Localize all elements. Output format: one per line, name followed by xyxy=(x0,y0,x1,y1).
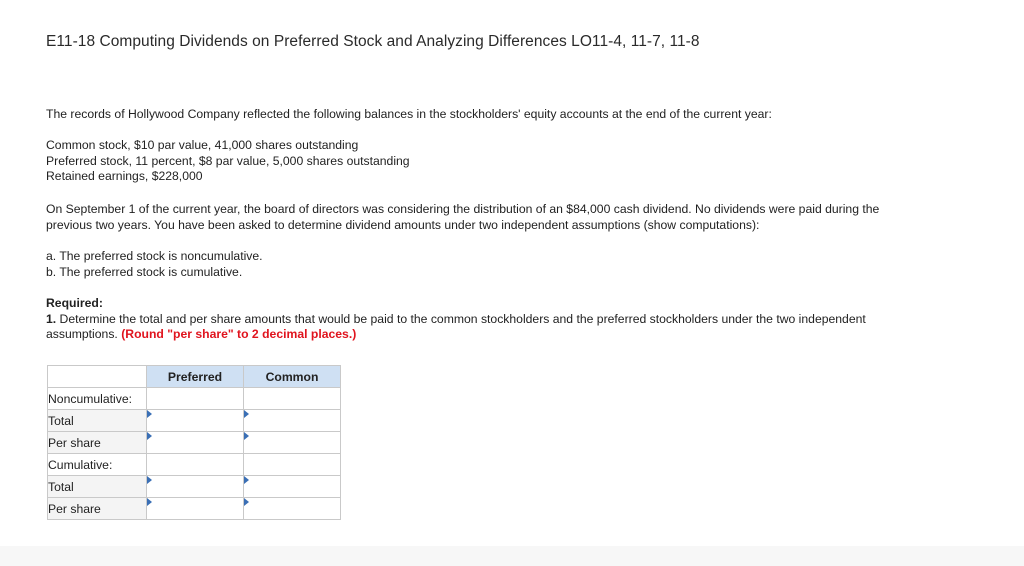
row-label-noncumulative: Noncumulative: xyxy=(48,388,147,410)
blank-cell xyxy=(147,454,244,476)
cell-flag-icon xyxy=(147,432,152,440)
table-row-cumulative xyxy=(48,454,341,476)
footer-band xyxy=(0,546,1024,566)
required-line-1 xyxy=(46,312,866,328)
table-corner xyxy=(48,366,147,388)
blank-cell xyxy=(147,388,244,410)
required-text-2: assumptions. xyxy=(46,327,122,341)
cumulative-total-preferred-cell xyxy=(147,476,244,498)
cumulative-total-preferred-input[interactable] xyxy=(147,477,243,496)
blank-cell xyxy=(244,454,341,476)
header-preferred: Preferred xyxy=(147,366,244,388)
cell-flag-icon xyxy=(244,498,249,506)
board-paragraph xyxy=(46,202,879,233)
row-label-noncumulative-per-share: Per share xyxy=(48,432,147,454)
noncumulative-total-preferred-cell xyxy=(147,410,244,432)
cumulative-per-share-preferred-input[interactable] xyxy=(147,499,243,518)
noncumulative-total-common-input[interactable] xyxy=(244,411,340,430)
table-row-noncumulative-total xyxy=(48,410,341,432)
required-line-2 xyxy=(46,327,866,343)
noncumulative-total-common-cell xyxy=(244,410,341,432)
table-row-noncumulative-per-share xyxy=(48,432,341,454)
noncumulative-per-share-preferred-input[interactable] xyxy=(147,433,243,452)
balance-common: Common stock, $10 par value, 41,000 shares outstanding xyxy=(46,138,359,152)
exercise-title: E11-18 Computing Dividends on Preferred Stock and Analyzing Differences LO11-4, 11-7, 11-8 xyxy=(46,33,700,50)
required-number: 1. xyxy=(46,311,57,326)
table-row-noncumulative xyxy=(48,388,341,410)
balances-list xyxy=(46,138,410,185)
cumulative-per-share-common-cell xyxy=(244,498,341,520)
blank-cell xyxy=(244,388,341,410)
row-label-cumulative: Cumulative: xyxy=(48,454,147,476)
intro-text: The records of Hollywood Company reflected the following balances in the stockholders' equity accounts at the end of the current year: xyxy=(46,107,772,121)
noncumulative-per-share-common-cell xyxy=(244,432,341,454)
cell-flag-icon xyxy=(147,410,152,418)
assumption-b: b. The preferred stock is cumulative. xyxy=(46,264,243,279)
row-label-noncumulative-total: Total xyxy=(48,410,147,432)
table-row-cumulative-per-share xyxy=(48,498,341,520)
balance-retained-earnings: Retained earnings, $228,000 xyxy=(46,169,203,183)
cell-flag-icon xyxy=(244,410,249,418)
cell-flag-icon xyxy=(147,476,152,484)
balance-preferred: Preferred stock, 11 percent, $8 par value, 5,000 shares outstanding xyxy=(46,153,410,168)
board-line-2: previous two years. You have been asked to determine dividend amounts under two independent assumptions (show computations): xyxy=(46,217,760,232)
cell-flag-icon xyxy=(147,498,152,506)
cell-flag-icon xyxy=(244,476,249,484)
cumulative-per-share-common-input[interactable] xyxy=(244,499,340,518)
assumptions-list xyxy=(46,249,263,280)
table-row-cumulative-total xyxy=(48,476,341,498)
noncumulative-per-share-preferred-cell xyxy=(147,432,244,454)
noncumulative-per-share-common-input[interactable] xyxy=(244,433,340,452)
assumption-a: a. The preferred stock is noncumulative. xyxy=(46,249,263,263)
cumulative-total-common-input[interactable] xyxy=(244,477,340,496)
row-label-cumulative-per-share: Per share xyxy=(48,498,147,520)
required-heading: Required: xyxy=(46,296,103,310)
cumulative-per-share-preferred-cell xyxy=(147,498,244,520)
row-label-cumulative-total: Total xyxy=(48,476,147,498)
required-section xyxy=(46,296,866,343)
cell-flag-icon xyxy=(244,432,249,440)
table-header-row xyxy=(48,366,341,388)
board-line-1: On September 1 of the current year, the board of directors was considering the distribution of an $84,000 cash dividend. No dividends were paid during the xyxy=(46,202,880,216)
header-common: Common xyxy=(244,366,341,388)
noncumulative-total-preferred-input[interactable] xyxy=(147,411,243,430)
cumulative-total-common-cell xyxy=(244,476,341,498)
required-text-1: Determine the total and per share amounts that would be paid to the common stockholders and the preferred stockholders under the two independent xyxy=(56,311,866,326)
dividend-answer-table xyxy=(47,365,341,520)
rounding-instruction: (Round "per share" to 2 decimal places.) xyxy=(121,327,357,341)
